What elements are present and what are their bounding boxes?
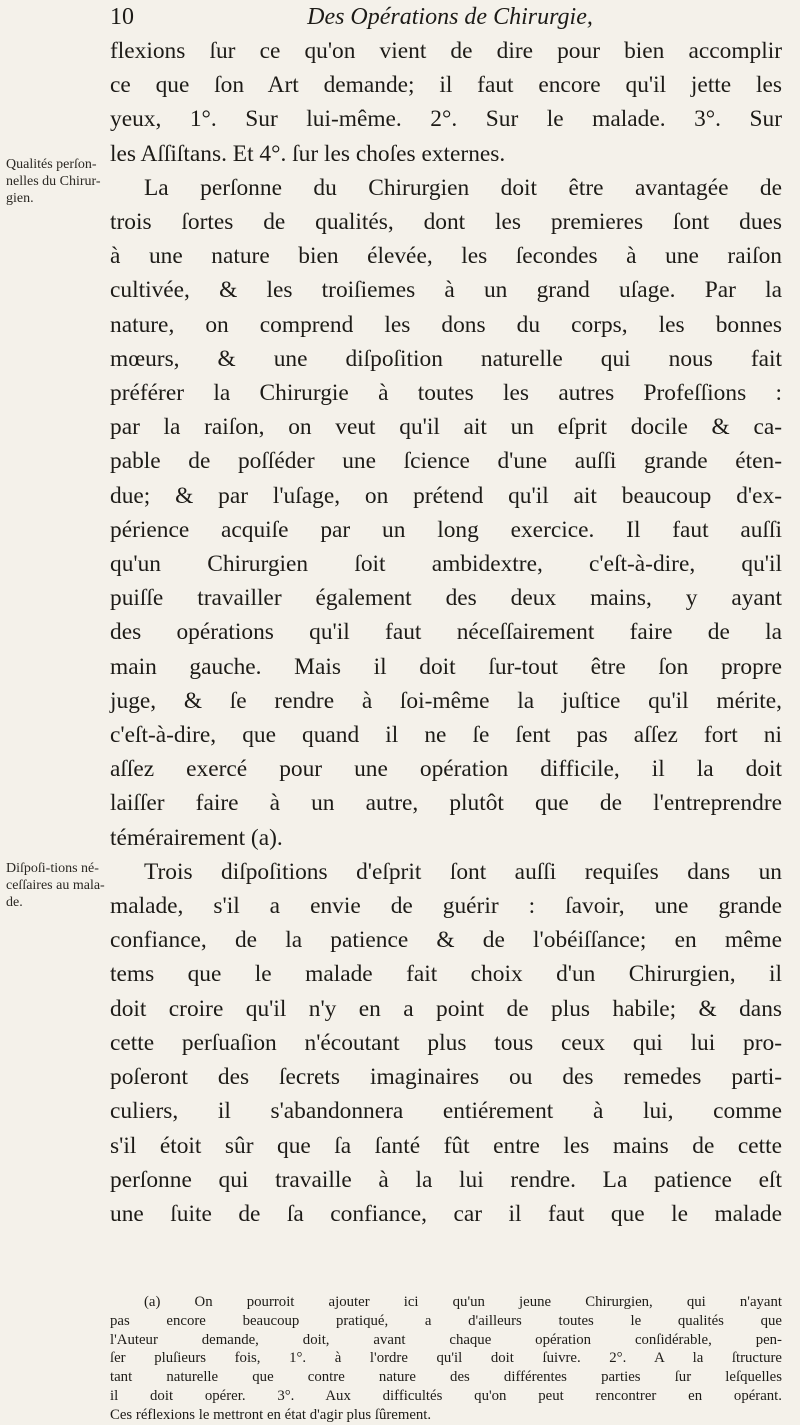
text-line: des opérations qu'il faut néceſſairement faire de la [110, 619, 782, 646]
footnote-line: Ces réflexions le mettront en état d'agir plus ſûrement. [110, 1406, 432, 1423]
text-line: tems que le malade fait choix d'un Chirurgien, il [110, 961, 782, 988]
text-line: qu'un Chirurgien ſoit ambidextre, c'eſt-à-dire, qu'il [110, 551, 782, 578]
footnote-line: tant naturelle que contre nature des différentes parties ſur leſquelles [110, 1369, 782, 1386]
text-line: culiers, il s'abandonnera entiérement à lui, comme [110, 1098, 782, 1125]
text-line: cultivée, & les troiſiemes à un grand uſage. Par la [110, 277, 782, 304]
text-line: trois ſortes de qualités, dont les premieres ſont dues [110, 209, 782, 236]
footnote-line: (a) On pourroit ajouter ici qu'un jeune Chirurgien, qui n'ayant [144, 1294, 782, 1310]
text-line: due; & par l'uſage, on prétend qu'il ait beaucoup d'ex- [110, 482, 782, 509]
page-number: 10 [110, 4, 134, 30]
text-line: flexions ſur ce qu'on vient de dire pour bien accomplir [110, 38, 782, 64]
text-line: périence acquiſe par un long exercice. Il faut auſſi [110, 516, 782, 543]
text-line: juge, & ſe rendre à ſoi-même la juſtice qu'il mérite, [110, 687, 782, 714]
margin-note-dispositions: Diſpoſi-tions né-ceſſaires au mala-de. [6, 861, 105, 910]
margin-note-qualites: Qualités perſon-nelles du Chirur-gien. [6, 157, 101, 206]
text-line: ce que ſon Art demande; il faut encore qu'il jette les [110, 72, 782, 99]
footnote-line: ſer pluſieurs fois, 1°. à l'ordre qu'il doit ſuivre. 2°. A la ſtructure [110, 1350, 782, 1367]
text-line: laiſſer faire à un autre, plutôt que de l'entreprendre [110, 790, 782, 817]
text-line: préférer la Chirurgie à toutes les autres Profeſſions : [110, 380, 782, 407]
footnote-line: pas encore beaucoup pratiqué, a d'ailleurs toutes le qualités que [110, 1312, 782, 1329]
text-line: doit croire qu'il n'y en a point de plus habile; & dans [110, 995, 782, 1022]
running-title: Des Opérations de Chirurgie, [307, 4, 593, 30]
text-line: mœurs, & une diſpoſition naturelle qui nous fait [110, 345, 782, 372]
text-line: puiſſe travailler également des deux mains, y ayant [110, 585, 782, 612]
text-line: c'eſt-à-dire, que quand il ne ſe ſent pas aſſez fort ni [110, 722, 782, 749]
page-header [110, 4, 790, 34]
footnote-line: l'Auteur demande, doit, avant chaque opération conſidérable, pen- [110, 1331, 782, 1348]
text-line: cette perſuaſion n'écoutant plus tous ceux qui lui pro- [110, 1029, 782, 1056]
text-line: témérairement (a). [110, 824, 283, 851]
text-line: par la raiſon, on veut qu'il ait un eſprit docile & ca- [110, 414, 782, 441]
text-line: La perſonne du Chirurgien doit être avantagée de [144, 174, 782, 201]
body-text [110, 34, 782, 1231]
text-line: nature, on comprend les dons du corps, les bonnes [110, 311, 782, 338]
text-line: confiance, de la patience & de l'obéiſſance; en même [110, 927, 782, 954]
text-line: main gauche. Mais il doit ſur-tout être ſon propre [110, 653, 782, 680]
text-line: yeux, 1°. Sur lui-même. 2°. Sur le malade. 3°. Sur [110, 106, 782, 133]
text-line: malade, s'il a envie de guérir : ſavoir, une grande [110, 893, 782, 920]
text-line: s'il étoit sûr que ſa ſanté fût entre les mains de cette [110, 1132, 782, 1159]
text-line: perſonne qui travaille à la lui rendre. La patience eſt [110, 1166, 782, 1193]
text-line: poſeront des ſecrets imaginaires ou des remedes parti- [110, 1064, 782, 1091]
text-line: pable de poſſéder une ſcience d'une auſſi grande éten- [110, 448, 782, 475]
footnote-line: il doit opérer. 3°. Aux difficultés qu'on peut rencontrer en opérant. [110, 1387, 782, 1404]
text-line: Trois diſpoſitions d'eſprit ſont auſſi requiſes dans un [144, 858, 782, 885]
text-line: aſſez exercé pour une opération difficile, il la doit [110, 756, 782, 783]
text-line: une ſuite de ſa confiance, car il faut que le malade [110, 1200, 782, 1227]
text-line: les Aſſiſtans. Et 4°. ſur les choſes externes. [110, 140, 506, 167]
text-line: à une nature bien élevée, les ſecondes à une raiſon [110, 243, 782, 270]
footnote [110, 1293, 782, 1425]
